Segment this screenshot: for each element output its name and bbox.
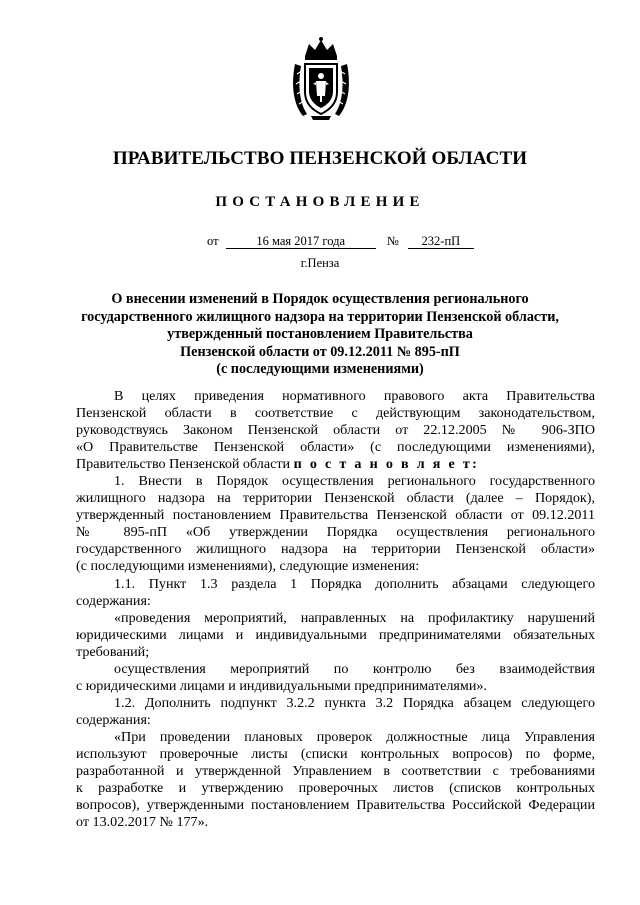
body-line: с юридическими лицами и индивидуальными предпринимателями». xyxy=(76,677,487,694)
document-number: 232-пП xyxy=(408,234,474,249)
body-line: требований; xyxy=(76,643,150,660)
body-line: 1.2. Дополнить подпункт 3.2.2 пункта 3.2 Порядка абзацем следующего xyxy=(114,694,595,711)
body-line: содержания: xyxy=(76,711,151,728)
body-line: 1.1. Пункт 1.3 раздела 1 Порядка дополнить абзацами следующего xyxy=(114,575,595,592)
title-line: утвержденный постановлением Правительства xyxy=(167,326,473,343)
body-line: утвержденный постановлением Правительства Пензенской области от 09.12.2011 xyxy=(76,507,595,524)
body-line: «О Правительстве Пензенской области» (с последующими изменениями), xyxy=(76,439,595,456)
title-line: Пензенской области от 09.12.2011 № 895-пП xyxy=(180,343,460,360)
body-line: от 13.02.2017 № 177». xyxy=(76,814,209,831)
body-line: В целях приведения нормативного правового акта Правительства xyxy=(114,388,595,404)
document-body xyxy=(76,388,595,831)
body-line: руководствуясь Законом Пензенской области от 22.12.2005 № 906-ЗПО xyxy=(76,422,595,439)
body-line xyxy=(76,456,595,473)
body-line: содержания: xyxy=(76,592,151,609)
document-type: ПОСТАНОВЛЕНИЕ xyxy=(215,194,425,210)
document-date: 16 мая 2017 года xyxy=(226,234,376,249)
body-line: № 895-пП «Об утверждении Порядка осуществления регионального xyxy=(76,524,595,541)
number-prefix: № xyxy=(386,234,399,248)
title-line: О внесении изменений в Порядок осуществления регионального xyxy=(111,291,529,307)
body-line: юридическими лицами и индивидуальными предпринимателями обязательных xyxy=(76,626,595,643)
body-line: государственного жилищного надзора на территории Пензенской области» xyxy=(76,541,595,558)
decree-word: п о с т а н о в л я е т: xyxy=(293,456,480,473)
coat-of-arms-icon xyxy=(289,34,353,120)
body-line: жилищного надзора на территории Пензенской области (далее – Порядок), xyxy=(76,490,595,507)
document-title xyxy=(70,291,570,379)
city: г.Пенза xyxy=(300,256,340,270)
body-line: (с последующими изменениями), следующие изменения: xyxy=(76,558,420,575)
body-line: Пензенской области в соответствие с действующим законодательством, xyxy=(76,405,595,422)
body-line: «При проведении плановых проверок должностные лица Управления xyxy=(114,728,595,745)
body-line: осуществления мероприятий по контролю без взаимодействия xyxy=(114,660,595,677)
title-line: государственного жилищного надзора на территории Пензенской области, xyxy=(81,308,559,325)
body-line: используют проверочные листы (списки контрольных вопросов) по форме, xyxy=(76,745,595,762)
body-line: 1. Внести в Порядок осуществления регионального государственного xyxy=(114,473,595,490)
body-line: к разработке и утверждению проверочных листов (списков контрольных xyxy=(76,780,595,797)
body-line: «проведения мероприятий, направленных на профилактику нарушений xyxy=(114,609,595,626)
body-line: разработанной и утвержденной Управлением в соответствии с требованиями xyxy=(76,763,595,780)
title-line: (с последующими изменениями) xyxy=(216,361,424,378)
date-number-line xyxy=(207,234,474,249)
body-line: вопросов), утвержденными постановлением Правительства Российской Федерации xyxy=(76,797,595,814)
government-name: ПРАВИТЕЛЬСТВО ПЕНЗЕНСКОЙ ОБЛАСТИ xyxy=(112,148,528,169)
date-prefix: от xyxy=(207,234,219,248)
body-line-text: Правительство Пензенской области xyxy=(76,456,291,473)
